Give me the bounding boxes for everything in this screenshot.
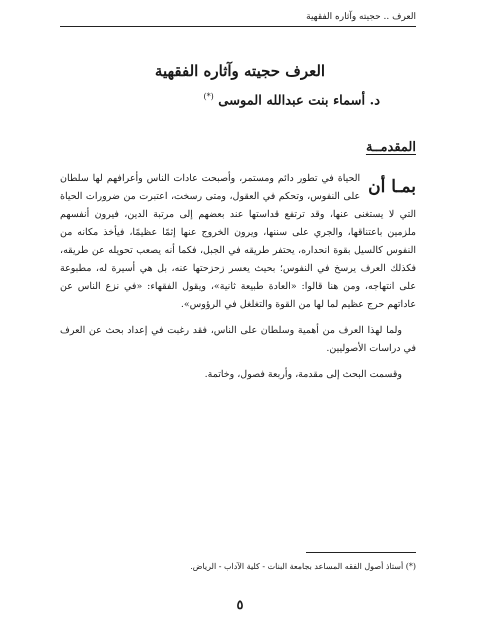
author-line <box>204 92 380 108</box>
paragraph-2: ولما لهذا العرف من أهمية وسلطان على الناس، فقد رغبت في إعداد بحث عن العرف في دراسات الأصوليين. <box>60 325 416 354</box>
article-title: العرف حجيته وآثاره الفقهية <box>154 62 326 80</box>
body-text <box>60 170 416 392</box>
author-name: د. أسماء بنت عبدالله الموسى <box>218 93 380 109</box>
paragraph-3: وقسمت البحث إلى مقدمة، وأربعة فصول، وخاتمة. <box>204 369 402 380</box>
author-footnote-marker: (*) <box>203 92 214 101</box>
opening-word: بمـا أن <box>368 177 416 197</box>
footnote-divider <box>306 552 416 553</box>
paragraph-1 <box>60 170 416 314</box>
section-heading: المقدمــة <box>365 140 416 155</box>
footnote: (*) أستاذ أصول الفقه المساعد بجامعة البنات - كلية الآداب - الرياض. <box>190 562 416 571</box>
running-header: العرف .. حجيته وآثاره الفقهية <box>60 12 416 27</box>
page-number: ٥ <box>236 598 244 613</box>
paragraph-1-text: الحياة في تطور دائم ومستمر، وأصبحت عادات الناس وأعرافهم لها سلطان على النفوس، وتحكم في العقول، ومتى رسخت، اعتبرت من ضرورات الحياة التي لا يستغنى عنها، وقد ترتفع قداستها عند بعضهم إلى مرتبة الدين، فيرون أنفسهم ملزمين باعتناقها، والجري على سننها، ويرون الخروج عنها إثمًا عظيمًا، فيأخذ مكانه من النفوس كالسيل بقوة انحداره، يحتفر طريقه في الجبل، فكما أنه يصعب تحويله عن طريقه، فكذلك العرف يرسخ في النفوس؛ بحيث يعسر زحزحتها عنه، بل هي أسيرة له، مطبوعة على انتهاجه، ومن هنا قالوا: «العادة طبيعة ثانية»، ويقول الفقهاء: «في نزع الناس عن عاداتهم حرج عظيم لما لها من القوة والتغلغل في الرؤوس». <box>60 173 416 310</box>
